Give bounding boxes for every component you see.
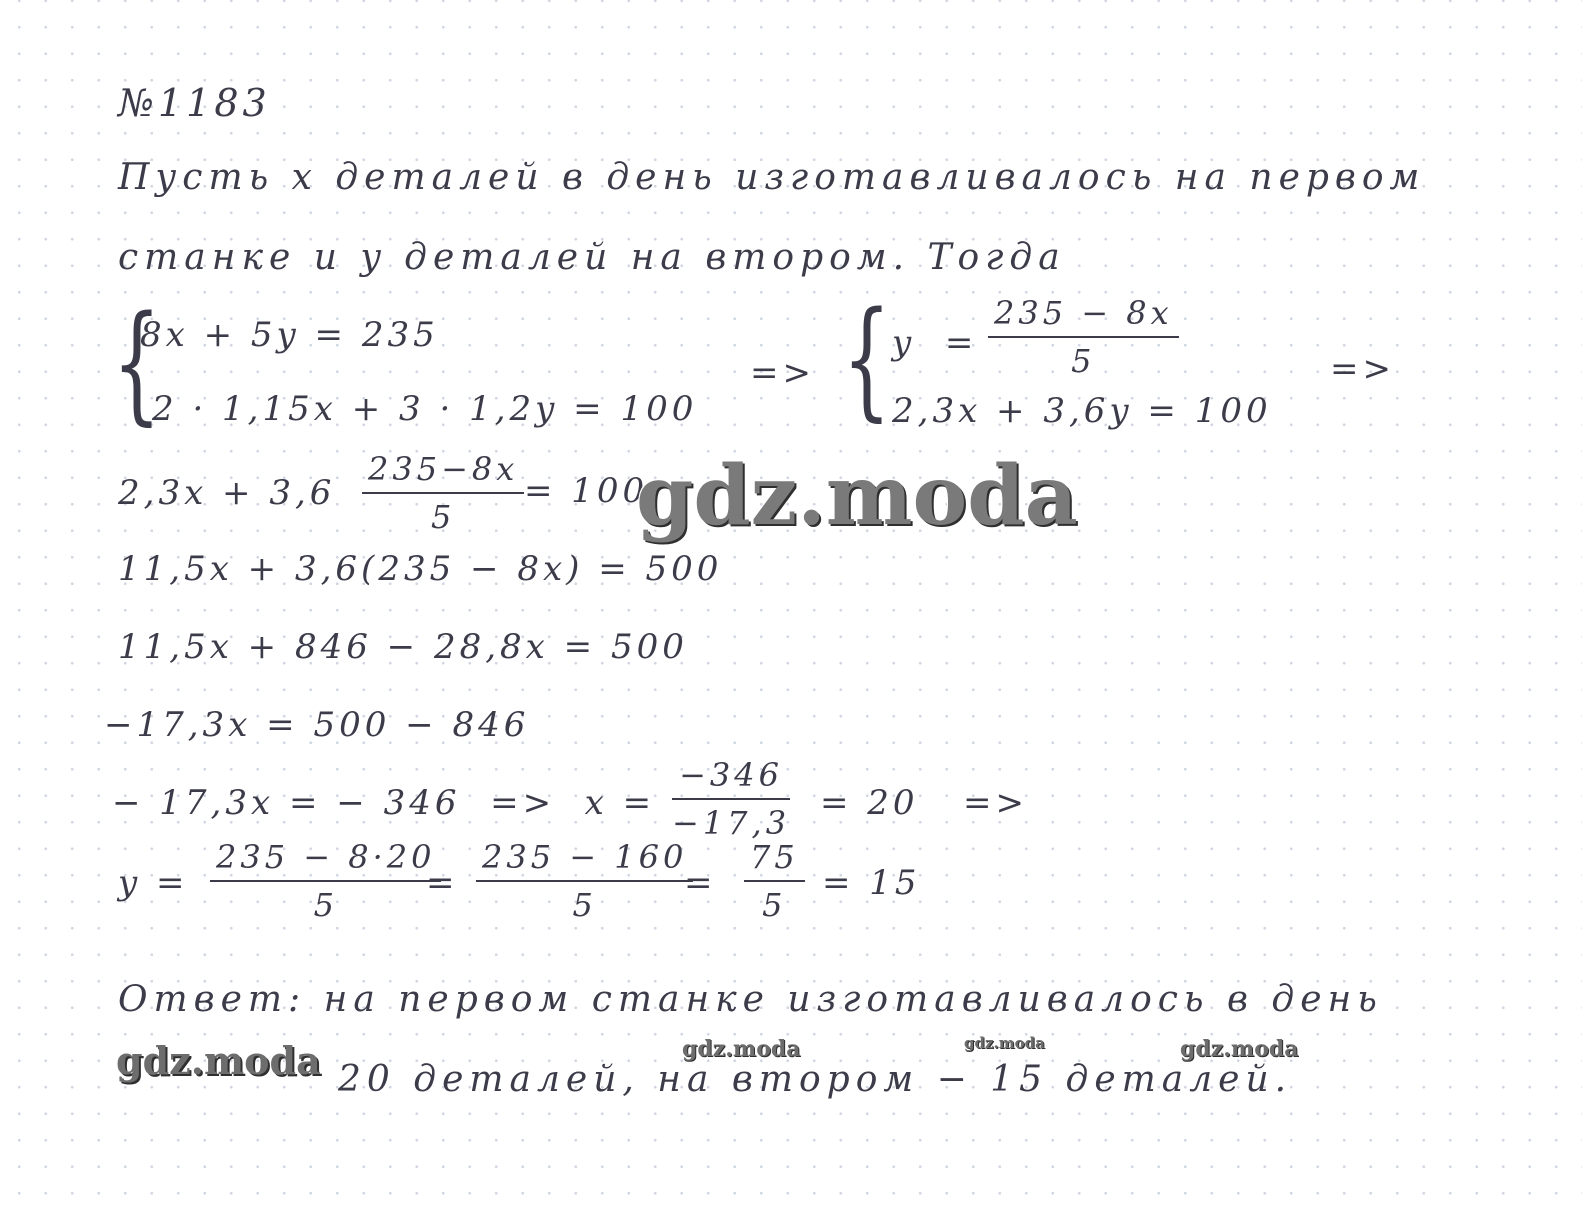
step3-equation: 11,5x + 846 − 28,8x = 500 — [118, 627, 688, 667]
fraction-numerator: −346 — [679, 756, 783, 794]
step5-lhs: − 17,3x = − 346 => x = — [112, 783, 656, 823]
fraction-denominator: 5 — [1071, 342, 1096, 380]
implies-arrow-1: => — [750, 353, 815, 393]
y-lhs: y = — [118, 863, 189, 903]
intro-line-2: станке и y деталей на втором. Тогда — [118, 237, 1066, 278]
system-brace-right: { — [842, 285, 892, 434]
step2-equation: 11,5x + 3,6(235 − 8x) = 500 — [118, 549, 723, 589]
step5-fraction — [672, 756, 790, 842]
implies-arrow-2: => — [1330, 349, 1395, 389]
y-rhs: = 15 — [822, 863, 921, 903]
fraction-numerator: 235 − 8x — [994, 294, 1173, 332]
fraction-numerator: 75 — [750, 838, 799, 876]
y-fraction-1 — [210, 838, 441, 924]
step1-rhs: = 100 — [524, 471, 649, 511]
fraction-denominator: −17,3 — [672, 804, 791, 842]
y-equals-1: = — [426, 863, 459, 903]
watermark-bottom-left: gdz.moda — [116, 1038, 321, 1083]
system2-y-lhs: y = — [892, 323, 978, 363]
step1-fraction — [362, 450, 524, 536]
step5-rhs: = 20 => — [820, 783, 1028, 823]
y-fraction-2 — [476, 838, 693, 924]
fraction-denominator: 5 — [430, 498, 456, 536]
intro-line-1: Пусть x деталей в день изготавливалось на первом — [118, 157, 1426, 198]
step4-equation: −17,3x = 500 − 846 — [104, 705, 530, 745]
system2-equation-2: 2,3x + 3,6y = 100 — [892, 391, 1272, 431]
system-brace-left: { — [112, 289, 162, 438]
fraction-denominator: 5 — [313, 886, 338, 924]
fraction-numerator: 235 − 160 — [482, 838, 688, 876]
fraction-numerator: 235−8x — [368, 450, 519, 488]
watermark-small-3: gdz.moda — [1180, 1036, 1299, 1062]
watermark-main: gdz.moda — [636, 448, 1078, 544]
watermark-small-1: gdz.moda — [682, 1036, 801, 1062]
system1-equation-1: 8x + 5y = 235 — [140, 315, 439, 355]
fraction-numerator: 235 − 8·20 — [216, 838, 436, 876]
y-fraction-3 — [744, 838, 805, 924]
answer-line-2: 20 деталей, на втором − 15 деталей. — [338, 1059, 1293, 1100]
y-equals-2: = — [684, 863, 717, 903]
step1-lhs: 2,3x + 3,6 — [118, 473, 336, 513]
watermark-small-2: gdz.moda — [964, 1034, 1045, 1052]
system1-equation-2: 2 · 1,15x + 3 · 1,2y = 100 — [152, 389, 698, 429]
answer-line-1: Ответ: на первом станке изготавливалось в день — [118, 979, 1383, 1020]
system2-y-fraction — [988, 294, 1179, 380]
problem-number: №1183 — [118, 81, 271, 125]
fraction-denominator: 5 — [572, 886, 597, 924]
fraction-denominator: 5 — [762, 886, 787, 924]
